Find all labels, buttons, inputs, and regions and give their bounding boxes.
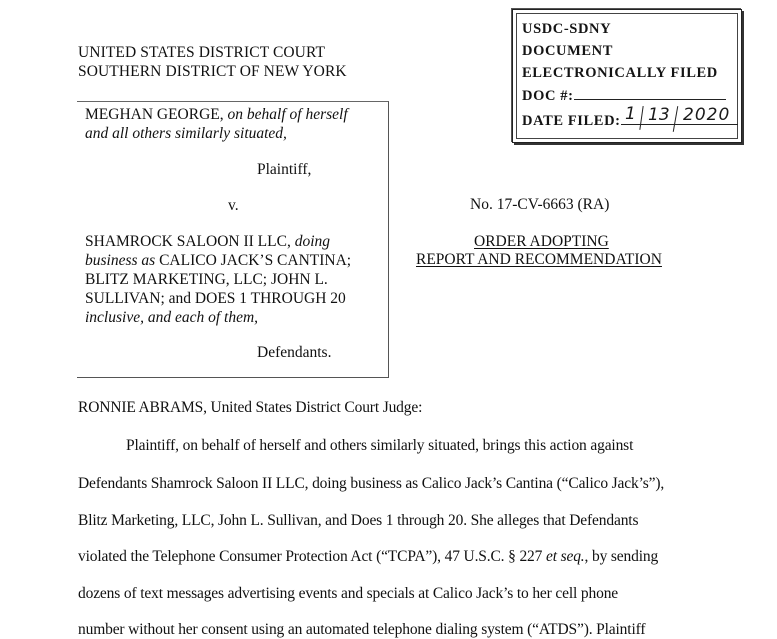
defendant-name-shamrock: SHAMROCK SALOON II LLC, [85, 233, 291, 250]
body-line-1: Plaintiff, on behalf of herself and others similarly situated, brings this action against [126, 437, 634, 454]
defendant-inclusive-italic: inclusive, and each of them, [85, 309, 259, 326]
stamp-doc-number-label: DOC #: [522, 88, 574, 104]
order-title-line-2: REPORT AND RECOMMENDATION [416, 251, 662, 268]
stamp-date-day: 13 [648, 105, 670, 125]
case-number: No. 17-CV-6663 (RA) [470, 196, 610, 213]
defendant-dba-italic: doing [294, 233, 331, 250]
defendant-line-4: SULLIVAN; and DOES 1 THROUGH 20 [85, 290, 346, 307]
stamp-document-label: DOCUMENT [522, 43, 613, 59]
stamp-doc-number-blank [574, 99, 726, 100]
court-name: UNITED STATES DISTRICT COURT [78, 44, 326, 61]
body-line-5: dozens of text messages advertising events and specials at Calico Jack’s to her cell phone [78, 585, 619, 602]
versus-label: v. [228, 197, 239, 214]
plaintiff-line-2 [85, 124, 287, 143]
stamp-date-filed-label: DATE FILED: [522, 113, 621, 129]
filing-stamp [512, 9, 742, 143]
case-caption-box [77, 101, 389, 378]
defendant-line-2 [85, 251, 351, 270]
plaintiff-line-1 [85, 105, 348, 124]
defendant-line-3: BLITZ MARKETING, LLC; JOHN L. [85, 271, 328, 288]
judge-line: RONNIE ABRAMS, United States District Court Judge: [78, 399, 423, 416]
court-district: SOUTHERN DISTRICT OF NEW YORK [78, 63, 347, 80]
body-line-6: number without her consent using an automated telephone dialing system (“ATDS”). Plaintiff [78, 621, 646, 638]
et-seq-italic: et seq. [545, 548, 585, 565]
order-title-line-1: ORDER ADOPTING [474, 233, 609, 250]
defendant-line-1 [85, 232, 330, 251]
defendant-role: Defendants. [257, 344, 332, 361]
stamp-date-year: 2020 [683, 105, 731, 125]
defendant-dba-italic-cont: business as [85, 252, 156, 269]
defendant-line-5 [85, 308, 258, 327]
body-line-2: Defendants Shamrock Saloon II LLC, doing business as Calico Jack’s Cantina (“Calico Jack’s”), [78, 475, 665, 492]
stamp-court-label: USDC-SDNY [522, 21, 612, 37]
plaintiff-description: on behalf of herself [227, 106, 348, 123]
plaintiff-description-cont: and all others similarly situated, [85, 125, 287, 142]
body-line-4-text-end: , by sending [584, 548, 659, 565]
stamp-electronically-filed-label: ELECTRONICALLY FILED [522, 65, 718, 81]
body-line-4-text: violated the Telephone Consumer Protection Act (“TCPA”), 47 U.S.C. § 227 [78, 548, 546, 565]
plaintiff-role: Plaintiff, [257, 161, 312, 178]
stamp-doc-number-row [522, 88, 726, 105]
plaintiff-name: MEGHAN GEORGE, [85, 106, 224, 123]
stamp-date-month: 1 [625, 104, 637, 124]
defendant-name-calico: CALICO JACK’S CANTINA; [159, 252, 352, 269]
body-line-4 [78, 547, 658, 566]
body-line-3: Blitz Marketing, LLC, John L. Sullivan, and Does 1 through 20. She alleges that Defendants [78, 512, 639, 529]
